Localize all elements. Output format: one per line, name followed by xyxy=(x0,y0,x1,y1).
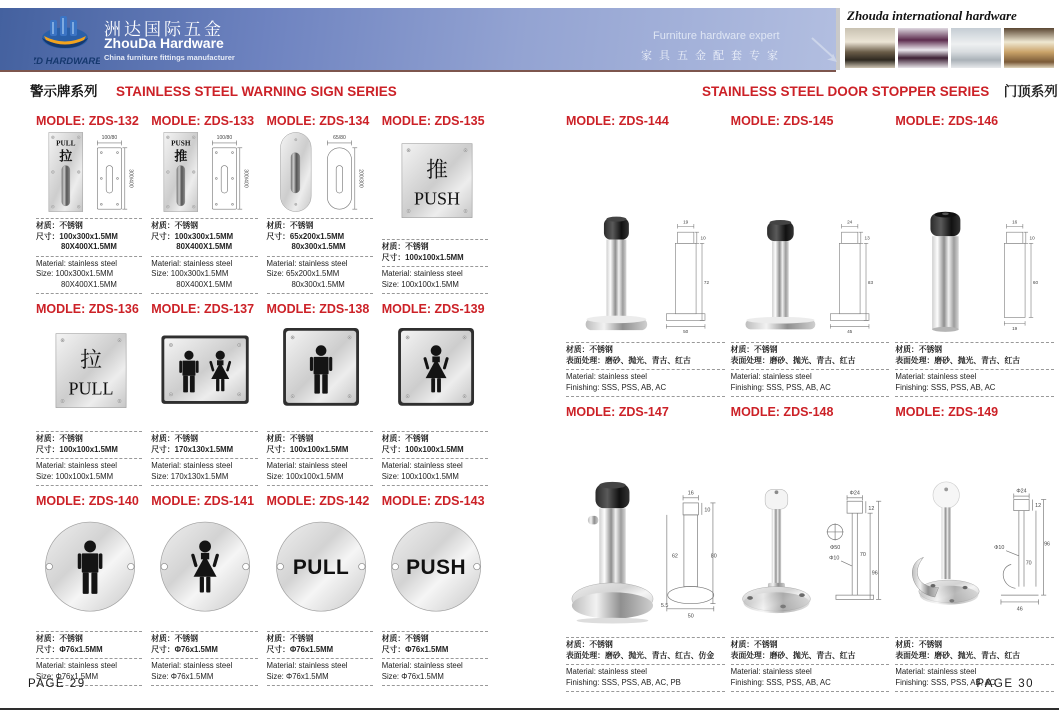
product-illustration xyxy=(36,322,142,424)
spec-line: 80x300x1.5MM xyxy=(291,242,346,252)
product-spec-cn xyxy=(36,631,142,659)
product-spec-en xyxy=(382,267,488,294)
product-model: MODLE: ZDS-145 xyxy=(730,114,834,128)
product-spec-en xyxy=(895,370,1054,397)
product-image xyxy=(566,128,725,340)
product-card-zds-134 xyxy=(267,106,373,294)
bottom-rule xyxy=(0,708,1059,710)
spec-line: Material: stainless steel xyxy=(36,258,118,268)
product-illustration xyxy=(382,518,488,620)
kitchen-photo xyxy=(898,28,948,68)
product-model: MODLE: ZDS-133 xyxy=(151,114,255,128)
dimension-drawing xyxy=(660,479,721,631)
product-spec-cn xyxy=(382,631,488,659)
product-model: MODLE: ZDS-135 xyxy=(381,114,485,128)
spec-line: 80x300x1.5MM xyxy=(291,279,345,289)
spec-line: Material: stainless steel xyxy=(266,661,348,671)
product-spec-en xyxy=(151,257,257,294)
spec-line: Material: stainless steel xyxy=(381,661,463,671)
spec-line: 尺寸：100x100x1.5MM xyxy=(381,252,464,262)
spec-line: 80X400X1.5MM xyxy=(176,242,233,252)
product-spec-cn xyxy=(267,631,373,659)
svg-text:PULL: PULL xyxy=(68,377,114,398)
spec-line: Finishing: SSS, PSS, AB, AC xyxy=(895,382,996,392)
spec-line: Material: stainless steel xyxy=(730,667,812,677)
product-illustration xyxy=(44,130,134,215)
product-spec-cn xyxy=(36,218,142,256)
product-photo xyxy=(899,463,984,631)
product-card-zds-136 xyxy=(36,294,142,486)
product-spec-cn xyxy=(151,431,257,459)
spec-line: Material: stainless steel xyxy=(36,461,118,471)
product-card-zds-139 xyxy=(382,294,488,486)
product-image xyxy=(731,128,890,340)
right-section-title xyxy=(702,80,1058,101)
dimension-drawing xyxy=(989,479,1050,631)
product-spec-en xyxy=(566,665,725,692)
spec-line: Material: stainless steel xyxy=(36,661,118,671)
product-specs xyxy=(36,218,142,294)
product-illustration xyxy=(267,518,373,620)
svg-text:96: 96 xyxy=(872,570,878,577)
product-spec-cn xyxy=(382,239,488,267)
product-image xyxy=(895,128,1054,340)
slogan-cn: 家具五金配套专家 xyxy=(641,50,785,62)
svg-text:13: 13 xyxy=(864,235,870,241)
spec-line: Size: 65x200x1.5MM xyxy=(266,269,340,279)
dimension-drawing xyxy=(988,204,1041,336)
spec-line: Material: stainless steel xyxy=(730,372,812,382)
right-section-title-cn: 门顶系列 xyxy=(1003,84,1058,99)
product-model: MODLE: ZDS-138 xyxy=(266,302,370,316)
product-card-zds-135 xyxy=(382,106,488,294)
spec-line: Size: 100x100x1.5MM xyxy=(266,471,344,481)
spec-line: Size: Φ76x1.5MM xyxy=(266,671,329,681)
product-specs xyxy=(566,342,725,397)
dimension-drawing xyxy=(823,204,876,336)
spec-line: 尺寸：100x100x1.5MM xyxy=(266,444,349,454)
svg-text:PULL: PULL xyxy=(56,139,76,148)
product-spec-en xyxy=(267,257,373,294)
spec-line: 材质：不锈钢 xyxy=(36,221,83,231)
product-card-zds-146 xyxy=(895,106,1054,397)
product-model: MODLE: ZDS-144 xyxy=(566,114,669,128)
product-image xyxy=(36,128,142,216)
dimension-drawing xyxy=(659,204,712,336)
svg-text:46: 46 xyxy=(1016,606,1023,613)
spec-line: 尺寸：Φ76x1.5MM xyxy=(151,644,218,654)
svg-text:推: 推 xyxy=(425,157,448,182)
spec-line: 表面处理：磨砂、抛光、青古、红古、仿金 xyxy=(566,650,715,660)
svg-text:70: 70 xyxy=(860,552,867,559)
svg-text:96: 96 xyxy=(1043,541,1050,548)
spec-line: 材质：不锈钢 xyxy=(266,434,314,444)
product-specs xyxy=(731,637,890,692)
product-card-zds-141 xyxy=(151,486,257,686)
product-image xyxy=(267,508,373,629)
spec-line: Finishing: SSS, PSS, AB, AC xyxy=(566,382,667,392)
product-image xyxy=(36,316,142,429)
product-card-zds-138 xyxy=(267,294,373,486)
spec-line: 表面处理：磨砂、抛光、青古、红古 xyxy=(730,355,856,365)
svg-text:Φ10: Φ10 xyxy=(829,555,840,562)
spec-line: Size: Φ76x1.5MM xyxy=(36,671,99,681)
spec-line: Size: 100x100x1.5MM xyxy=(381,279,459,289)
svg-text:72: 72 xyxy=(703,280,709,286)
svg-text:5.5: 5.5 xyxy=(660,603,668,610)
product-spec-cn xyxy=(267,218,373,256)
product-specs xyxy=(267,431,373,486)
spec-line: 材质：不锈钢 xyxy=(381,242,429,252)
svg-text:拉: 拉 xyxy=(80,347,102,372)
spec-line: 尺寸：Φ76x1.5MM xyxy=(36,644,103,654)
spec-line: 材质：不锈钢 xyxy=(36,634,83,644)
spec-line: 尺寸：100x100x1.5MM xyxy=(381,444,464,454)
product-illustration xyxy=(274,130,364,215)
product-image xyxy=(382,316,488,429)
product-card-zds-145 xyxy=(731,106,890,397)
svg-text:19: 19 xyxy=(682,219,688,225)
slogan-en: Furniture hardware expert xyxy=(653,30,780,42)
spec-line: 表面处理：磨砂、抛光、青古、红古 xyxy=(566,355,691,365)
product-illustration xyxy=(382,132,488,234)
spec-line: Material: stainless steel xyxy=(566,667,648,677)
product-spec-cn xyxy=(267,431,373,459)
product-model: MODLE: ZDS-148 xyxy=(730,405,834,419)
product-image xyxy=(895,419,1054,635)
product-photo xyxy=(570,463,655,631)
svg-text:300/400: 300/400 xyxy=(242,169,249,188)
warning-sign-grid xyxy=(36,106,488,686)
product-spec-cn xyxy=(731,637,890,665)
product-image xyxy=(267,316,373,429)
svg-text:12: 12 xyxy=(1034,503,1041,510)
spec-line: 表面处理：磨砂、抛光、青古、红古 xyxy=(730,650,856,660)
kitchen-photo xyxy=(1004,28,1054,68)
product-card-zds-132 xyxy=(36,106,142,294)
product-spec-cn xyxy=(731,342,890,370)
product-image xyxy=(36,508,142,629)
spec-line: Material: stainless steel xyxy=(381,269,463,279)
product-specs xyxy=(566,637,725,692)
spec-line: Material: stainless steel xyxy=(151,258,233,268)
product-photo xyxy=(743,188,818,336)
brand-tagline: China furniture fittings manufacturer xyxy=(104,53,235,62)
svg-text:24: 24 xyxy=(847,219,853,225)
svg-text:65/80: 65/80 xyxy=(333,134,347,141)
svg-text:62: 62 xyxy=(671,553,678,560)
product-card-zds-142 xyxy=(267,486,373,686)
spec-line: 表面处理：磨砂、抛光、青古、红古 xyxy=(895,355,1021,365)
spec-line: Size: 100x300x1.5MM xyxy=(36,269,114,279)
product-model: MODLE: ZDS-146 xyxy=(895,114,999,128)
spec-line: 尺寸：170x130x1.5MM xyxy=(151,444,234,454)
header-divider xyxy=(0,70,836,72)
svg-text:拉: 拉 xyxy=(59,148,73,164)
product-spec-en xyxy=(267,459,373,486)
product-spec-cn xyxy=(566,342,725,370)
svg-text:83: 83 xyxy=(868,280,874,286)
spec-line: 表面处理：磨砂、抛光、青古、红古 xyxy=(895,650,1021,660)
spec-line: 材质：不锈钢 xyxy=(266,634,314,644)
product-image xyxy=(382,508,488,629)
product-specs xyxy=(267,631,373,686)
product-model: MODLE: ZDS-137 xyxy=(151,302,255,316)
product-spec-en xyxy=(731,665,890,692)
spec-line: 尺寸：100x300x1.5MM xyxy=(36,231,118,241)
product-model: MODLE: ZDS-136 xyxy=(36,302,139,316)
product-image xyxy=(382,128,488,237)
product-model: MODLE: ZDS-141 xyxy=(151,494,255,508)
product-model: MODLE: ZDS-140 xyxy=(36,494,139,508)
product-specs xyxy=(382,631,488,686)
product-card-zds-137 xyxy=(151,294,257,486)
svg-text:16: 16 xyxy=(1011,219,1018,225)
product-illustration xyxy=(159,130,249,215)
product-image xyxy=(151,508,257,629)
spec-line: 材质：不锈钢 xyxy=(151,634,199,644)
spec-line: Size: 100x300x1.5MM xyxy=(151,269,229,279)
spec-line: Material: stainless steel xyxy=(566,372,648,382)
product-spec-cn xyxy=(382,431,488,459)
product-photo xyxy=(579,188,654,336)
spec-line: Size: 100x100x1.5MM xyxy=(36,471,114,481)
spec-line: 材质：不锈钢 xyxy=(895,640,943,650)
spec-line: 尺寸：100x100x1.5MM xyxy=(36,444,118,454)
page-number-left: PAGE 29 xyxy=(28,678,86,690)
product-model: MODLE: ZDS-143 xyxy=(381,494,485,508)
zd-logo xyxy=(34,13,100,67)
spec-line: Material: stainless steel xyxy=(266,461,348,471)
spec-line: 材质：不锈钢 xyxy=(151,221,199,231)
kitchen-photo xyxy=(845,28,895,68)
product-image xyxy=(151,128,257,216)
spec-line: 材质：不锈钢 xyxy=(381,634,429,644)
product-card-zds-143 xyxy=(382,486,488,686)
product-spec-cn xyxy=(895,342,1054,370)
svg-text:10: 10 xyxy=(700,235,706,241)
spec-line: Size: 170x130x1.5MM xyxy=(151,471,229,481)
spec-line: Size: 100x100x1.5MM xyxy=(381,471,459,481)
product-card-zds-133 xyxy=(151,106,257,294)
product-card-zds-149 xyxy=(895,397,1054,692)
svg-text:60: 60 xyxy=(1032,280,1038,286)
product-specs xyxy=(36,431,142,486)
product-image xyxy=(267,128,373,216)
product-spec-en xyxy=(151,659,257,686)
svg-text:Φ50: Φ50 xyxy=(830,545,841,552)
product-photo xyxy=(734,463,819,631)
svg-text:50: 50 xyxy=(687,613,694,620)
svg-text:Φ10: Φ10 xyxy=(994,545,1005,552)
svg-text:推: 推 xyxy=(174,148,188,164)
product-spec-en xyxy=(731,370,890,397)
spec-line: Finishing: SSS, PSS, AB, AC xyxy=(730,677,831,687)
spec-line: 80X400X1.5MM xyxy=(176,279,233,289)
svg-text:16: 16 xyxy=(687,490,694,497)
svg-text:ZD HARDWARE xyxy=(34,56,100,67)
product-specs xyxy=(151,218,257,294)
svg-text:80: 80 xyxy=(710,553,717,560)
product-model: MODLE: ZDS-134 xyxy=(266,114,370,128)
spec-line: 材质：不锈钢 xyxy=(730,345,778,355)
product-spec-en xyxy=(267,659,373,686)
product-spec-cn xyxy=(36,431,142,459)
product-spec-cn xyxy=(151,631,257,659)
product-model: MODLE: ZDS-142 xyxy=(266,494,370,508)
svg-text:10: 10 xyxy=(703,507,710,514)
spec-line: 80X400X1.5MM xyxy=(61,242,117,252)
svg-text:70: 70 xyxy=(1025,560,1032,567)
svg-text:50: 50 xyxy=(682,329,688,335)
svg-text:PUSH: PUSH xyxy=(413,187,460,208)
product-spec-cn xyxy=(895,637,1054,665)
header-script-text: Zhouda international hardware xyxy=(847,8,1017,23)
product-specs xyxy=(267,218,373,294)
svg-text:200/300: 200/300 xyxy=(358,169,365,188)
spec-line: 材质：不锈钢 xyxy=(895,345,943,355)
product-spec-en xyxy=(566,370,725,397)
product-spec-cn xyxy=(566,637,725,665)
svg-text:PUSH: PUSH xyxy=(171,139,191,148)
svg-text:100/80: 100/80 xyxy=(101,134,118,141)
logo-text: ZD HARDWARE xyxy=(34,56,100,67)
spec-line: 80X400X1.5MM xyxy=(61,279,117,289)
product-card-zds-147 xyxy=(566,397,725,692)
spec-line: 材质：不锈钢 xyxy=(381,434,429,444)
spec-line: 尺寸：100x300x1.5MM xyxy=(151,231,234,241)
spec-line: Material: stainless steel xyxy=(266,258,348,268)
left-section-title xyxy=(30,80,397,101)
spec-line: 材质：不锈钢 xyxy=(36,434,83,444)
svg-text:10: 10 xyxy=(1029,235,1035,241)
product-specs xyxy=(151,431,257,486)
product-image xyxy=(151,316,257,429)
product-spec-en xyxy=(382,659,488,686)
product-model: MODLE: ZDS-147 xyxy=(566,405,669,419)
svg-text:300/400: 300/400 xyxy=(127,169,134,188)
svg-text:45: 45 xyxy=(847,329,853,335)
spec-line: Material: stainless steel xyxy=(895,372,977,382)
spec-line: 材质：不锈钢 xyxy=(566,640,613,650)
product-model: MODLE: ZDS-132 xyxy=(36,114,139,128)
spec-line: 尺寸：Φ76x1.5MM xyxy=(381,644,449,654)
svg-text:PUSH: PUSH xyxy=(405,555,466,579)
spec-line: Size: Φ76x1.5MM xyxy=(151,671,214,681)
spec-line: Size: Φ76x1.5MM xyxy=(381,671,444,681)
spec-line: Material: stainless steel xyxy=(151,661,233,671)
product-spec-en xyxy=(151,459,257,486)
product-illustration xyxy=(151,322,257,424)
product-card-zds-144 xyxy=(566,106,725,397)
svg-text:12: 12 xyxy=(868,506,875,513)
product-illustration xyxy=(151,518,257,620)
svg-text:19: 19 xyxy=(1011,326,1018,332)
brand-name-cn: 洲达国际五金 xyxy=(104,20,224,39)
product-spec-en xyxy=(382,459,488,486)
product-spec-cn xyxy=(151,218,257,256)
spec-line: 材质：不锈钢 xyxy=(151,434,199,444)
spec-line: 尺寸：Φ76x1.5MM xyxy=(266,644,334,654)
dimension-drawing xyxy=(824,479,885,631)
spec-line: Finishing: SSS, PSS, AB, AC xyxy=(895,677,996,687)
product-card-zds-140 xyxy=(36,486,142,686)
brand-name-en: ZhouDa Hardware xyxy=(104,35,224,51)
product-illustration xyxy=(382,322,488,424)
left-section-title-cn: 警示牌系列 xyxy=(30,84,98,99)
product-model: MODLE: ZDS-149 xyxy=(895,405,999,419)
kitchen-photo xyxy=(951,28,1001,68)
product-spec-en xyxy=(36,459,142,486)
product-model: MODLE: ZDS-139 xyxy=(381,302,485,316)
product-photo xyxy=(908,188,983,336)
product-image xyxy=(731,419,890,635)
product-specs xyxy=(151,631,257,686)
product-spec-en xyxy=(36,257,142,294)
spec-line: Material: stainless steel xyxy=(381,461,463,471)
svg-text:Φ24: Φ24 xyxy=(849,490,861,497)
diagonal-arrow-icon xyxy=(808,36,842,73)
spec-line: 材质：不锈钢 xyxy=(566,345,613,355)
product-specs xyxy=(731,342,890,397)
svg-text:Φ24: Φ24 xyxy=(1016,488,1027,495)
spec-line: 尺寸：65x200x1.5MM xyxy=(266,231,345,241)
spec-line: 材质：不锈钢 xyxy=(266,221,314,231)
left-section-title-en: STAINLESS STEEL WARNING SIGN SERIES xyxy=(115,84,397,99)
product-card-zds-148 xyxy=(731,397,890,692)
spec-line: Finishing: SSS, PSS, AB, AC xyxy=(730,382,831,392)
spec-line: Material: stainless steel xyxy=(895,667,977,677)
kitchen-photo-strip xyxy=(845,28,1054,68)
spec-line: 材质：不锈钢 xyxy=(730,640,778,650)
product-specs xyxy=(382,431,488,486)
spec-line: Finishing: SSS, PSS, AB, AC, PB xyxy=(566,677,681,687)
product-image xyxy=(566,419,725,635)
door-stopper-grid xyxy=(566,106,1054,692)
product-specs xyxy=(895,342,1054,397)
svg-text:PULL: PULL xyxy=(292,555,349,579)
product-specs xyxy=(382,239,488,294)
spec-line: Material: stainless steel xyxy=(151,461,233,471)
svg-text:100/80: 100/80 xyxy=(216,134,233,141)
right-section-title-en: STAINLESS STEEL DOOR STOPPER SERIES xyxy=(702,84,990,99)
product-illustration xyxy=(267,322,373,424)
page-number-right: PAGE 30 xyxy=(976,678,1034,690)
product-illustration xyxy=(36,518,142,620)
